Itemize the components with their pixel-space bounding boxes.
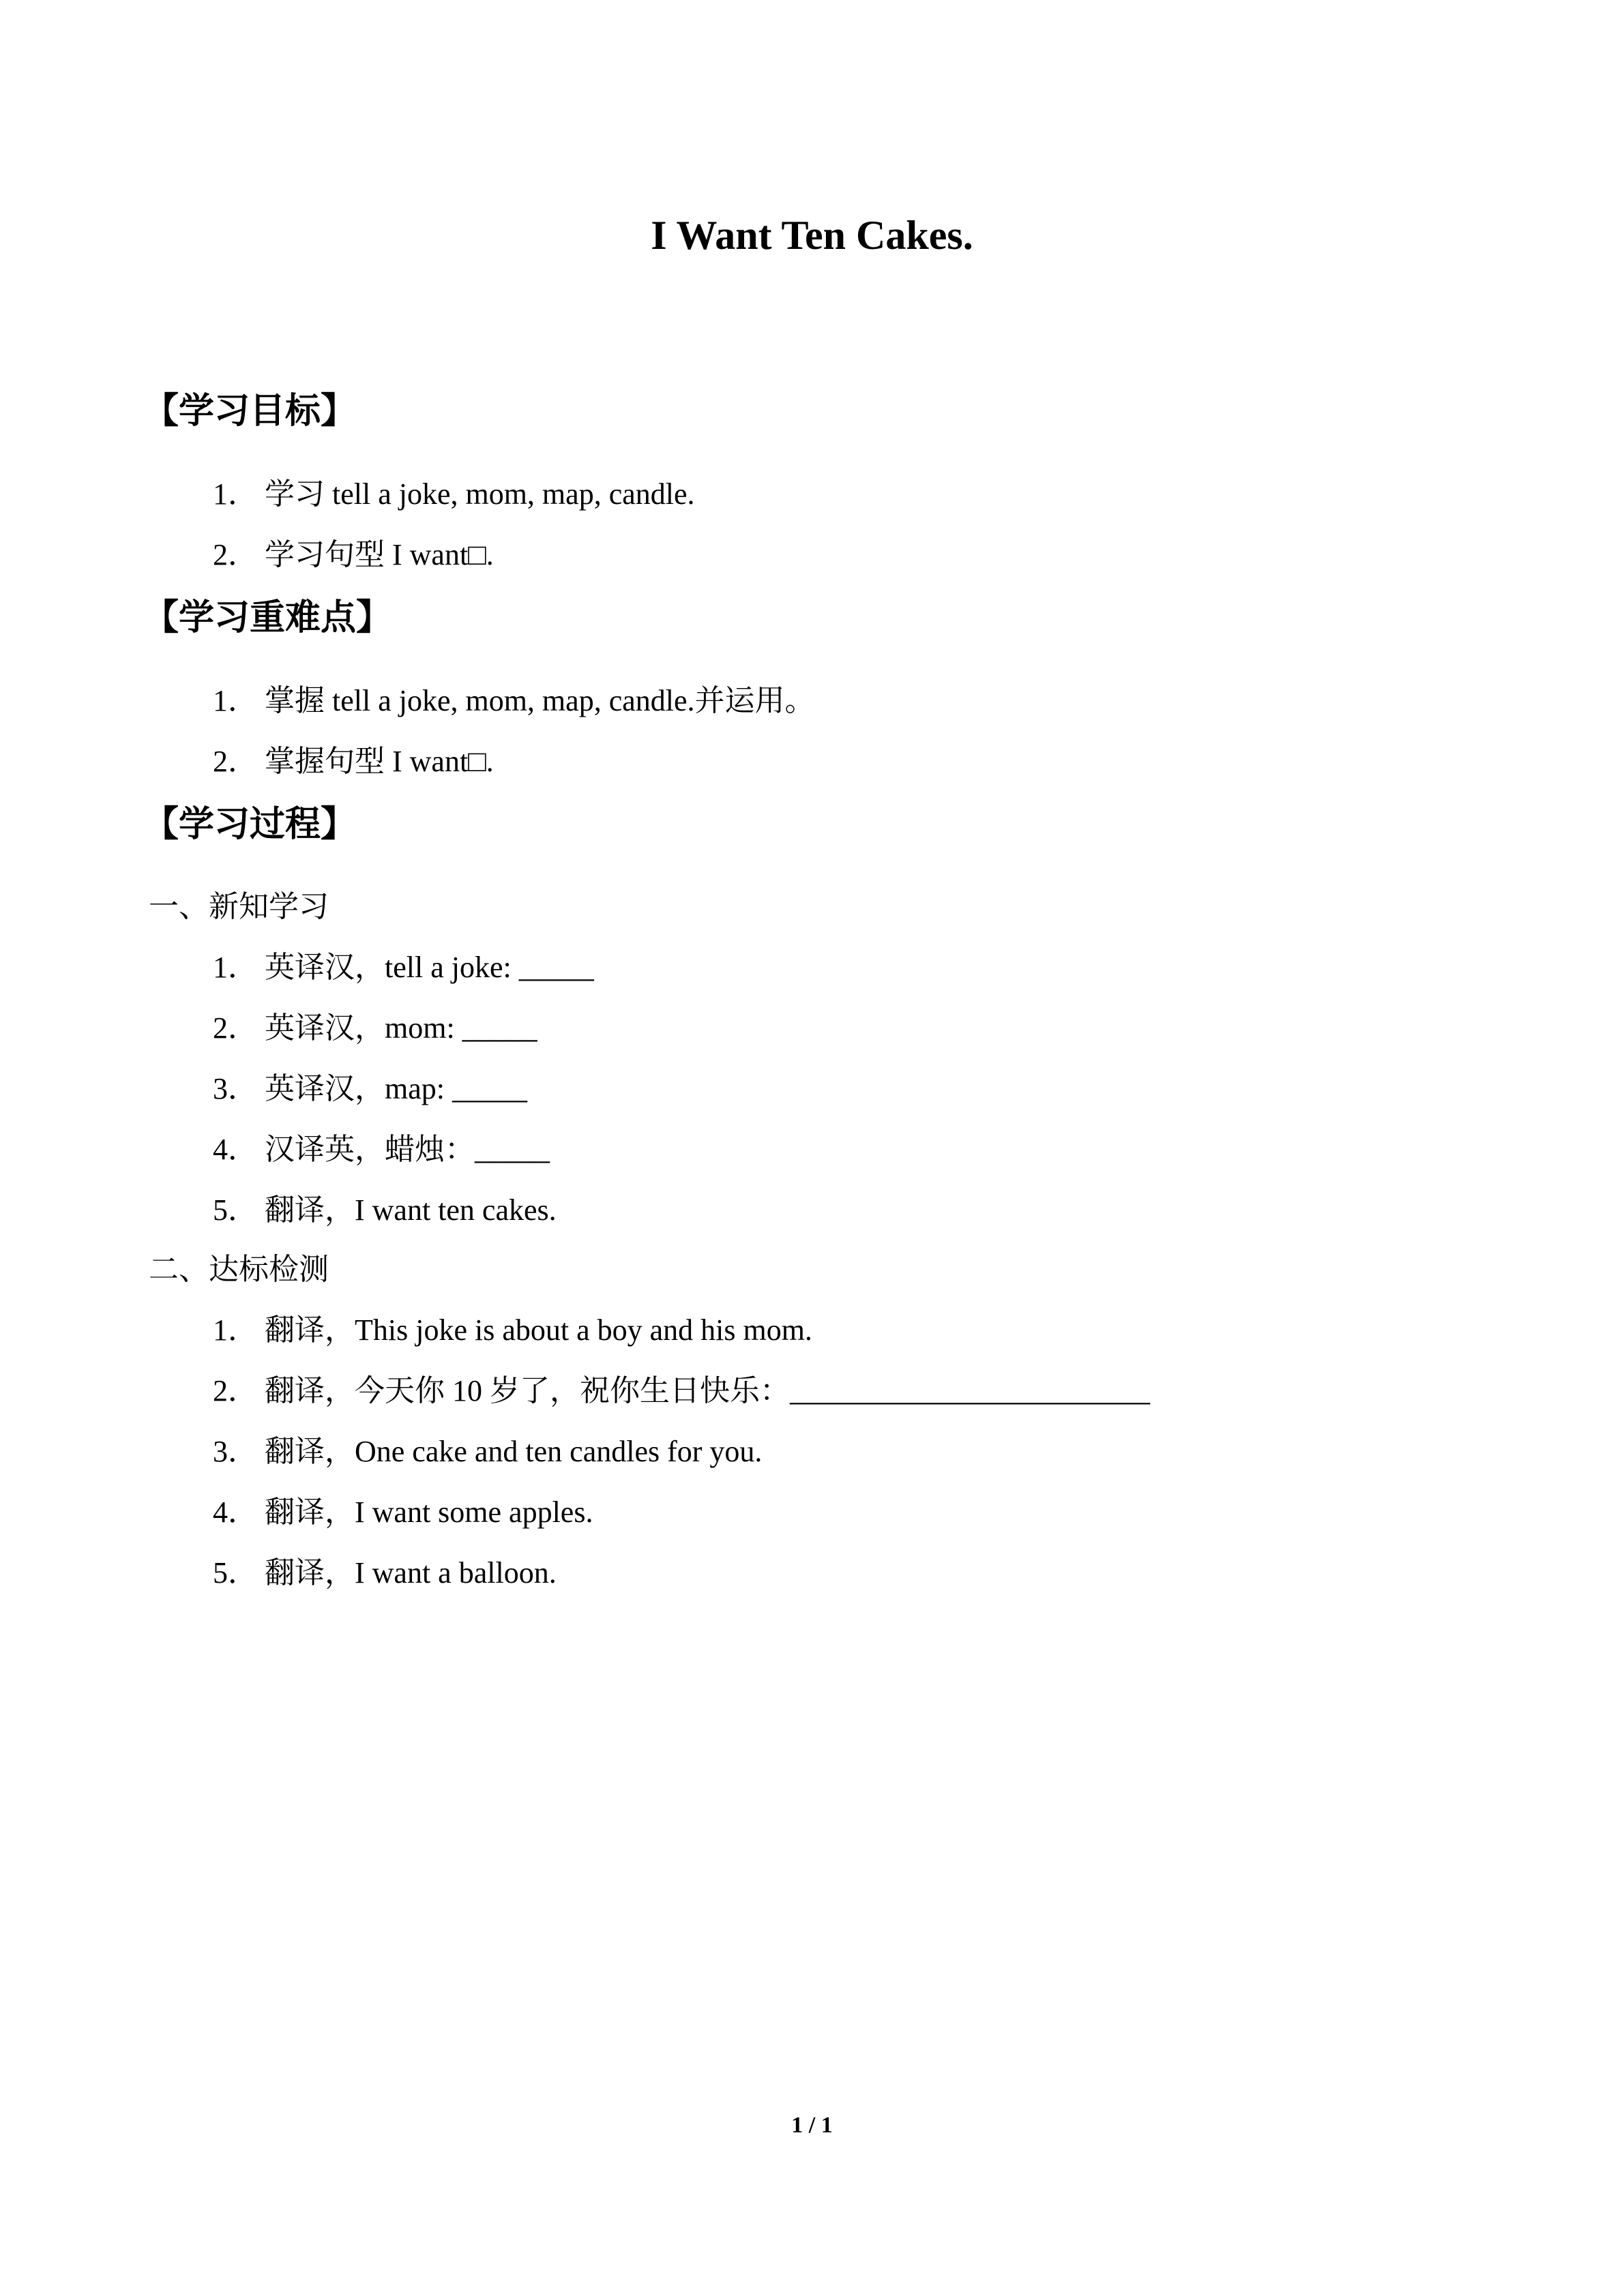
list-item (213, 1310, 812, 1351)
document-title: I Want Ten Cakes. (651, 213, 973, 258)
item-text: 翻译，I want ten cakes. (265, 1193, 557, 1227)
item-text: 英译汉，map: _____ (265, 1072, 527, 1105)
page-number: 1 / 1 (791, 2113, 833, 2138)
subsection-label-new-knowledge: 一、新知学习 (149, 889, 329, 924)
item-number: 5． (213, 1556, 258, 1590)
item-number: 3． (213, 1072, 258, 1105)
item-number: 2． (213, 538, 258, 571)
item-text: 英译汉，mom: _____ (265, 1011, 537, 1045)
list-item (213, 1431, 762, 1472)
item-number: 3． (213, 1435, 258, 1468)
item-text: 翻译，This joke is about a boy and his mom. (265, 1313, 812, 1347)
list-item (213, 681, 815, 721)
item-number: 1． (213, 1313, 258, 1347)
item-number: 1． (213, 477, 258, 511)
item-number: 1． (213, 951, 258, 984)
section-heading-process: 【学习过程】 (143, 804, 357, 845)
item-number: 2． (213, 1374, 258, 1407)
item-text: 汉译英，蜡烛：_____ (265, 1133, 550, 1166)
item-number: 1． (213, 684, 258, 717)
item-number: 5． (213, 1193, 258, 1227)
item-text: 学习 tell a joke, mom, map, candle. (265, 477, 695, 511)
item-text: 掌握 tell a joke, mom, map, candle.并运用。 (265, 684, 815, 717)
list-item (213, 1492, 593, 1533)
list-item (213, 1190, 557, 1231)
list-item (213, 1371, 1150, 1412)
item-number: 2． (213, 745, 258, 778)
subsection-label-assessment: 二、达标检测 (149, 1252, 329, 1287)
item-text: 翻译，One cake and ten candles for you. (265, 1435, 763, 1468)
list-item (213, 474, 695, 515)
list-item (213, 741, 494, 782)
item-text: 翻译，I want some apples. (265, 1495, 593, 1529)
section-heading-objectives: 【学习目标】 (143, 391, 357, 432)
item-text: 掌握句型 I want□. (265, 745, 494, 778)
list-item (213, 1008, 537, 1049)
list-item (213, 1129, 550, 1170)
item-text: 英译汉，tell a joke: _____ (265, 951, 594, 984)
list-item (213, 535, 494, 576)
item-number: 4． (213, 1495, 258, 1529)
item-number: 2． (213, 1011, 258, 1045)
list-item (213, 947, 594, 988)
list-item (213, 1069, 527, 1109)
item-text: 翻译，今天你 10 岁了，祝你生日快乐：________________________ (265, 1374, 1150, 1407)
item-number: 4． (213, 1133, 258, 1166)
section-heading-key-points: 【学习重难点】 (143, 597, 392, 638)
list-item (213, 1553, 557, 1594)
item-text: 学习句型 I want□. (265, 538, 494, 571)
item-text: 翻译，I want a balloon. (265, 1556, 557, 1590)
